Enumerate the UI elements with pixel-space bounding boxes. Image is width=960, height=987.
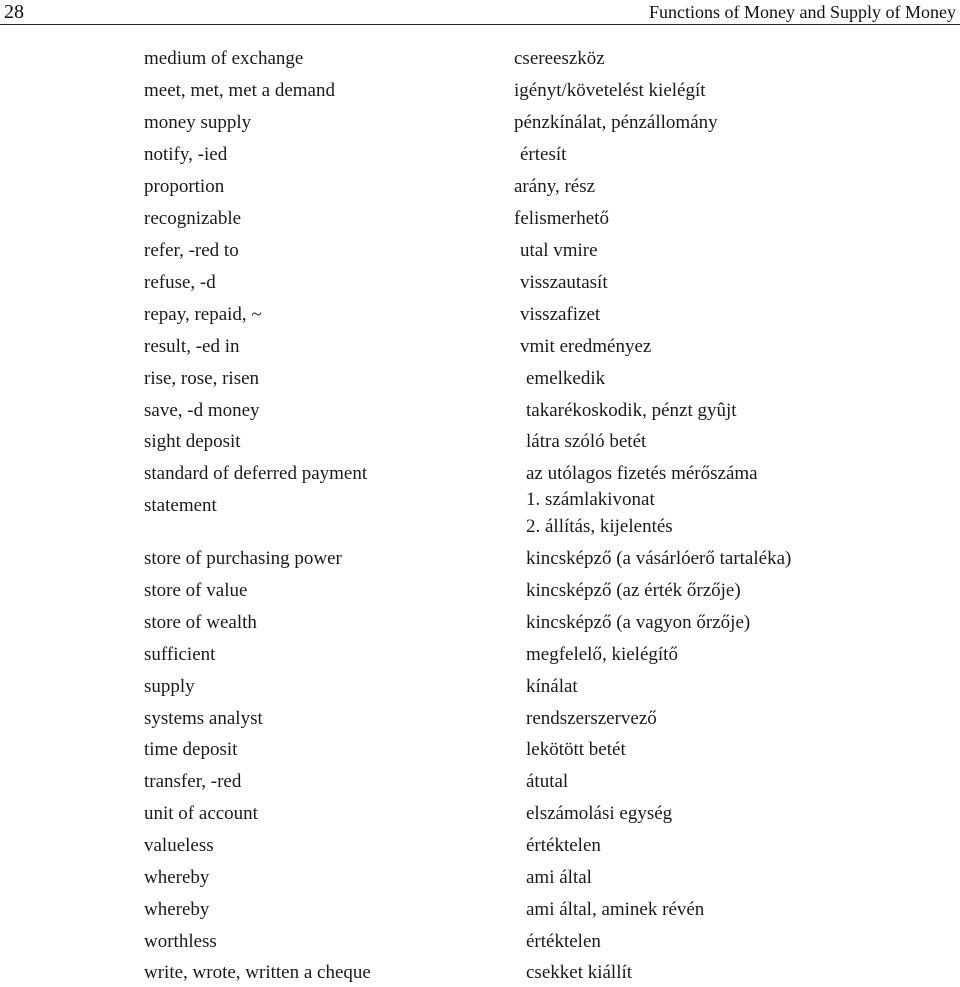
glossary-term: whereby — [144, 867, 210, 888]
glossary-term: systems analyst — [144, 708, 263, 729]
glossary-term: whereby — [144, 899, 210, 920]
glossary-translation: igényt/követelést kielégít — [514, 80, 706, 101]
glossary-translation: vmit eredményez — [520, 336, 652, 357]
glossary-term: save, -d money — [144, 400, 260, 421]
glossary-term: unit of account — [144, 803, 258, 824]
glossary-translation: csereeszköz — [514, 48, 605, 69]
glossary-term: store of value — [144, 580, 248, 601]
running-title: Functions of Money and Supply of Money — [649, 2, 956, 22]
glossary-term: write, wrote, written a cheque — [144, 962, 371, 983]
glossary-term: money supply — [144, 112, 252, 133]
glossary-translation: kínálat — [526, 676, 578, 697]
glossary-term: supply — [144, 676, 195, 697]
glossary-translation: átutal — [526, 771, 569, 792]
glossary-translation: pénzkínálat, pénzállomány — [514, 112, 718, 133]
glossary-term: proportion — [144, 176, 225, 197]
page-number: 28 — [4, 1, 24, 23]
glossary-translation: takarékoskodik, pénzt gyûjt — [526, 400, 737, 421]
glossary-term: notify, -ied — [144, 144, 228, 165]
glossary-term: result, -ed in — [144, 336, 240, 357]
glossary-term: standard of deferred payment — [144, 463, 368, 484]
glossary-translation: ami által — [526, 867, 592, 888]
glossary-translation: megfelelő, kielégítő — [526, 644, 678, 665]
glossary-term: refer, -red to — [144, 240, 239, 261]
glossary-term: recognizable — [144, 208, 242, 229]
glossary-translation: visszafizet — [520, 304, 601, 325]
glossary-translation: értesít — [520, 144, 567, 165]
glossary-translation: látra szóló betét — [526, 431, 647, 452]
glossary-translation: értéktelen — [526, 931, 601, 952]
glossary-term: worthless — [144, 931, 217, 952]
glossary-term: refuse, -d — [144, 272, 216, 293]
glossary-translation: csekket kiállít — [526, 962, 633, 983]
glossary-translation: 1. számlakivonat — [526, 489, 655, 510]
glossary-translation: arány, rész — [514, 176, 596, 197]
glossary-term: repay, repaid, ~ — [144, 304, 262, 325]
glossary-translation: kincsképző (a vagyon őrzője) — [526, 612, 751, 633]
glossary-translation-second: 2. állítás, kijelentés — [526, 516, 673, 537]
glossary-translation: elszámolási egység — [526, 803, 673, 824]
glossary-term: statement — [144, 495, 217, 516]
glossary-translation: ami által, aminek révén — [526, 899, 705, 920]
glossary-term: sufficient — [144, 644, 216, 665]
glossary-translation: utal vmire — [520, 240, 598, 261]
glossary-translation: visszautasít — [520, 272, 608, 293]
glossary-translation: az utólagos fizetés mérőszáma — [526, 463, 758, 484]
glossary-translation: felismerhető — [514, 208, 609, 229]
glossary-term: medium of exchange — [144, 48, 304, 69]
glossary-term: meet, met, met a demand — [144, 80, 335, 101]
glossary-term: time deposit — [144, 739, 238, 760]
glossary-term: valueless — [144, 835, 214, 856]
glossary-translation: lekötött betét — [526, 739, 626, 760]
glossary-term: store of wealth — [144, 612, 257, 633]
glossary-term: transfer, -red — [144, 771, 242, 792]
glossary-translation: rendszerszervező — [526, 708, 657, 729]
glossary-translation: kincsképző (az érték őrzője) — [526, 580, 741, 601]
glossary-term: rise, rose, risen — [144, 368, 260, 389]
glossary-translation: kincsképző (a vásárlóerő tartaléka) — [526, 548, 792, 569]
glossary-term: store of purchasing power — [144, 548, 342, 569]
glossary-translation: értéktelen — [526, 835, 601, 856]
glossary-term: sight deposit — [144, 431, 241, 452]
glossary-translation: emelkedik — [526, 368, 606, 389]
